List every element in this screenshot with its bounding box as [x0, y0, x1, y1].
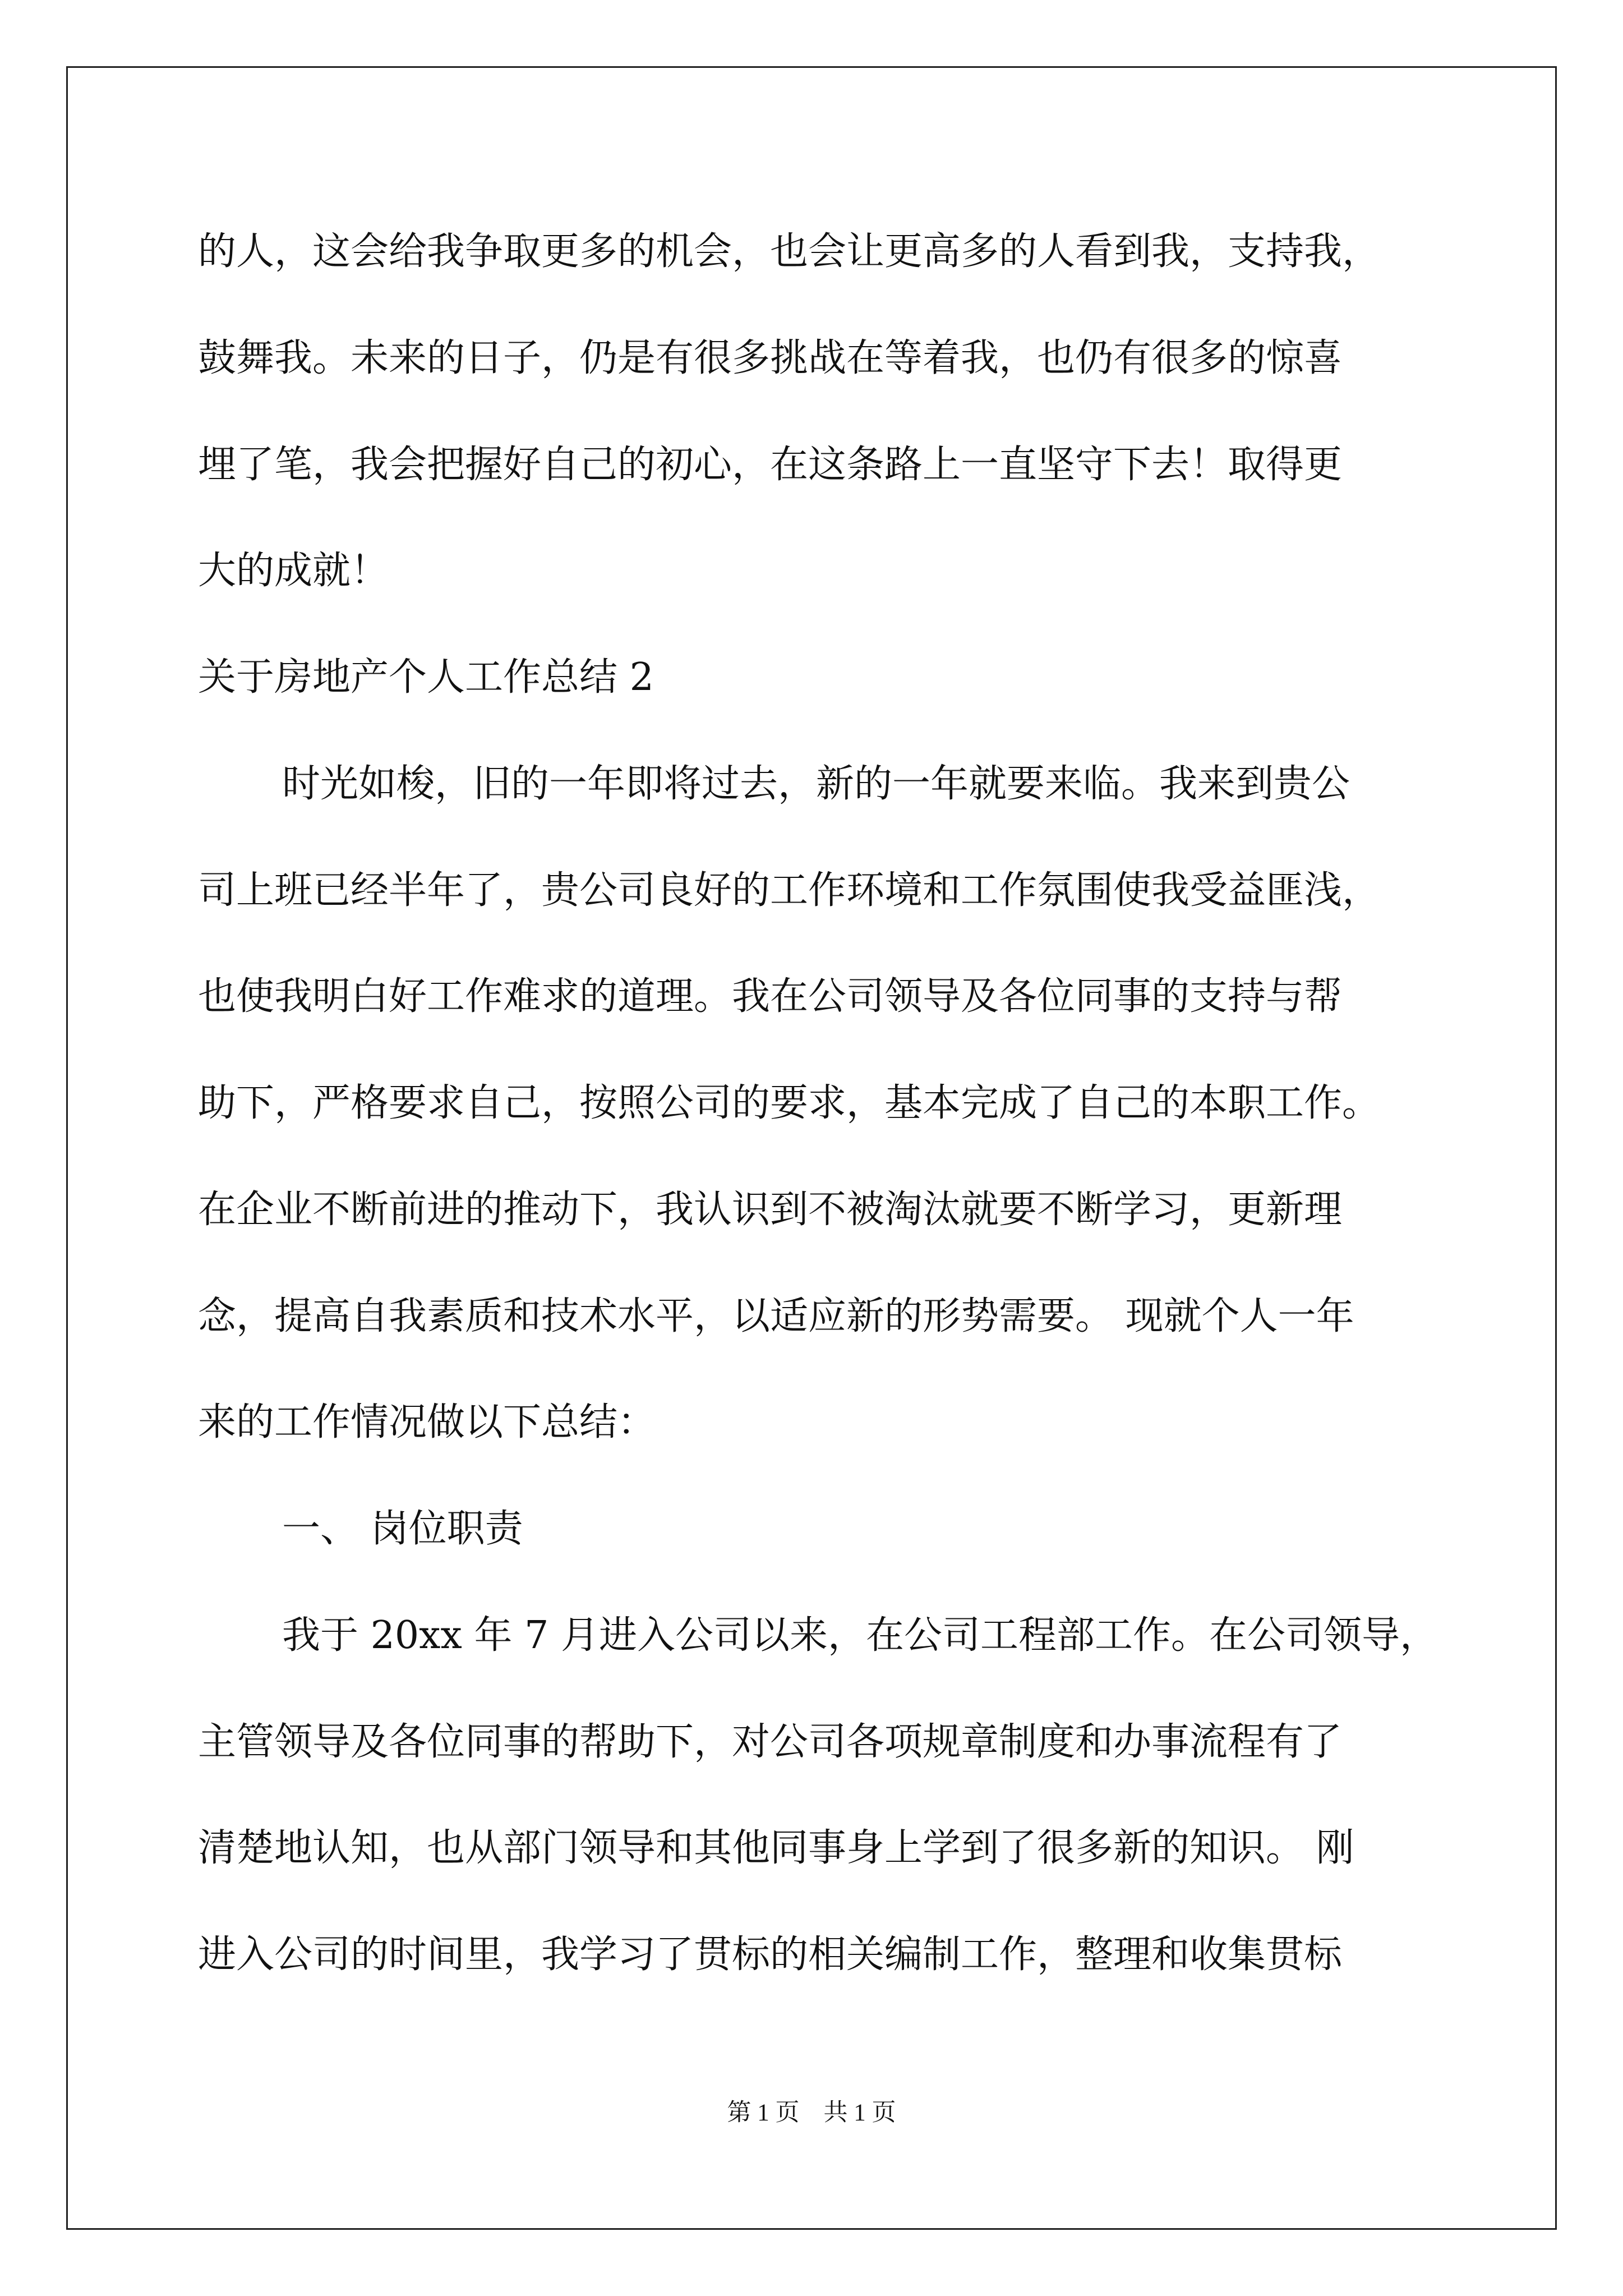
body-text-line: 司上班已经半年了，贵公司良好的工作环境和工作氛围使我受益匪浅，: [198, 868, 1381, 913]
body-text-line: 进入公司的时间里，我学习了贯标的相关编制工作，整理和收集贯标: [198, 1932, 1343, 1977]
body-text-line: 助下，严格要求自己，按照公司的要求，基本完成了自己的本职工作。: [198, 1081, 1381, 1125]
section-heading: 关于房地产个人工作总结 2: [198, 655, 654, 700]
body-text-line: 时光如梭，旧的一年即将过去，新的一年就要来临。我来到贵公: [282, 762, 1350, 806]
page-border: [66, 66, 1557, 2230]
body-text-line: 主管领导及各位同事的帮助下，对公司各项规章制度和办事流程有了: [198, 1720, 1343, 1764]
body-text-line: 大的成就！: [198, 549, 389, 593]
body-text-line: 的人，这会给我争取更多的机会，也会让更高多的人看到我，支持我，: [198, 229, 1381, 274]
subsection-heading: 一、 岗位职责: [282, 1507, 523, 1551]
page-footer: 第 1 页 共 1 页: [727, 2100, 896, 2126]
body-text-line: 念，提高自我素质和技术水平，以适应新的形势需要。 现就个人一年: [198, 1294, 1354, 1338]
body-text-line: 我于 20xx 年 7 月进入公司以来，在公司工程部工作。在公司领导，: [282, 1613, 1438, 1658]
body-text-line: 在企业不断前进的推动下，我认识到不被淘汰就要不断学习，更新理: [198, 1188, 1343, 1232]
body-text-line: 埋了笔，我会把握好自己的初心，在这条路上一直坚守下去！取得更: [198, 443, 1343, 487]
body-text-line: 清楚地认知，也从部门领导和其他同事身上学到了很多新的知识。 刚: [198, 1826, 1354, 1870]
body-text-line: 也使我明白好工作难求的道理。我在公司领导及各位同事的支持与帮: [198, 974, 1343, 1019]
body-text-line: 鼓舞我。未来的日子，仍是有很多挑战在等着我，也仍有很多的惊喜: [198, 336, 1343, 380]
body-text-line: 来的工作情况做以下总结：: [198, 1400, 656, 1444]
